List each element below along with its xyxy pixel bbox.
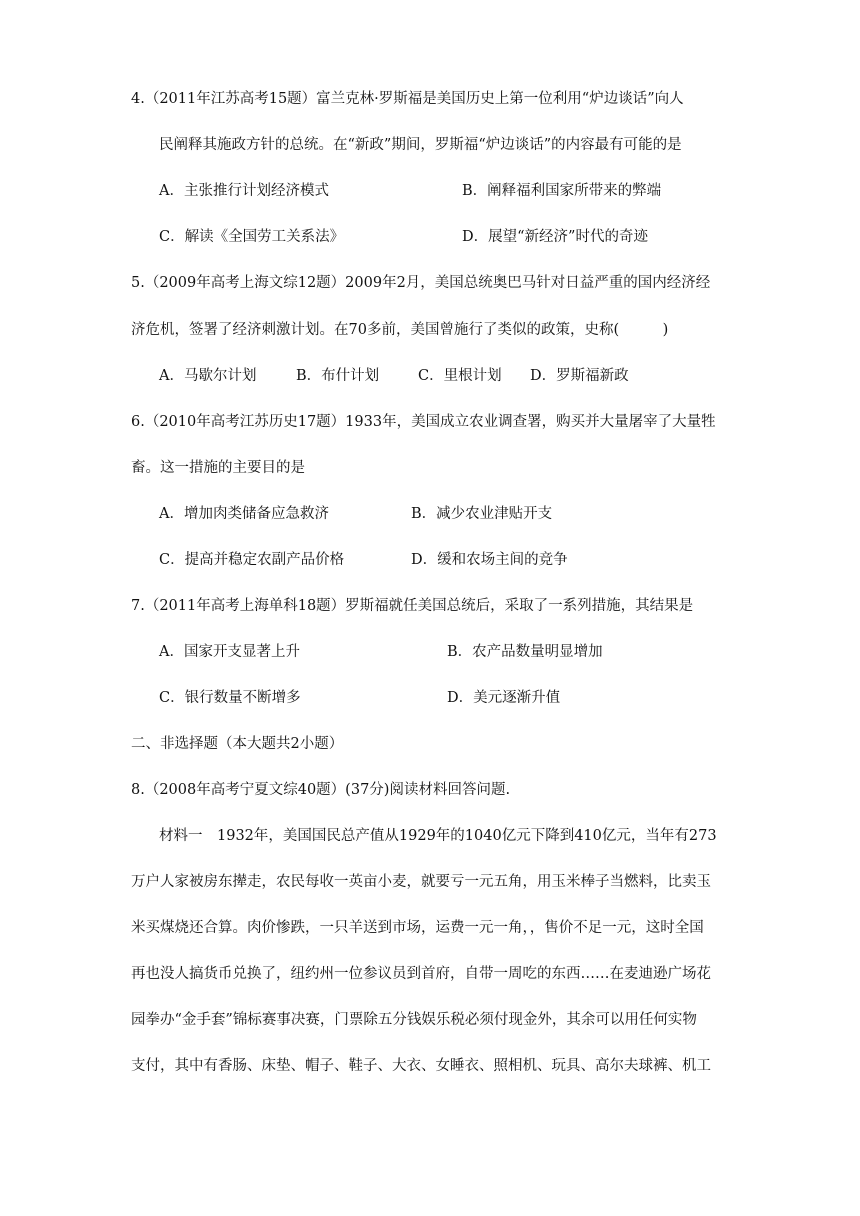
q5-option-d: D．罗斯福新政 — [530, 368, 629, 384]
q6-stem-line-2: 畜。这一措施的主要目的是 — [131, 460, 305, 476]
q8-material-line-5: 园拳办“金手套”锦标赛事决赛，门票除五分钱娱乐税必须付现金外，其余可以用任何实物 — [131, 1012, 697, 1028]
q4-option-c: C．解读《全国劳工关系法》 — [159, 229, 345, 245]
q4-option-a: A．主张推行计划经济模式 — [159, 183, 329, 199]
q6-option-c: C．提高并稳定农副产品价格 — [159, 552, 345, 568]
q6-option-d: D．缓和农场主间的竞争 — [411, 552, 568, 568]
section-heading: 二、非选择题（本大题共2小题） — [131, 736, 344, 752]
q7-option-d: D．美元逐渐升值 — [447, 690, 561, 706]
q4-option-b: B．阐释福利国家所带来的弊端 — [462, 183, 662, 199]
q8-material-line-6: 支付，其中有香肠、床垫、帽子、鞋子、大衣、女睡衣、照相机、玩具、高尔夫球裤、机工 — [131, 1058, 711, 1074]
q7-option-c: C．银行数量不断增多 — [159, 690, 301, 706]
q8-stem-line-1: 8.（2008年高考宁夏文综40题）(37分)阅读材料回答问题. — [131, 782, 511, 798]
q6-option-a: A．增加肉类储备应急救济 — [159, 506, 329, 522]
q8-material-line-2: 万户人家被房东撵走，农民每收一英亩小麦，就要亏一元五角，用玉米棒子当燃料，比卖玉 — [131, 874, 711, 890]
q4-option-d: D．展望“新经济”时代的奇迹 — [462, 229, 648, 245]
q5-stem-line-1: 5.（2009年高考上海文综12题）2009年2月，美国总统奥巴马针对日益严重的国内经济经 — [131, 275, 711, 291]
q8-material-line-1: 材料一 1932年，美国国民总产值从1929年的1040亿元下降到410亿元，当年有273 — [159, 828, 717, 844]
q6-stem-line-1: 6.（2010年高考江苏历史17题）1933年，美国成立农业调查署，购买并大量屠宰了大量牲 — [131, 414, 716, 430]
q8-material-line-3: 米买煤烧还合算。肉价惨跌，一只羊送到市场，运费一元一角，，售价不足一元，这时全国 — [131, 920, 704, 936]
q7-option-b: B．农产品数量明显增加 — [447, 644, 603, 660]
q8-material-line-4: 再也没人搞货币兑换了，纽约州一位参议员到首府，自带一周吃的东西……在麦迪逊广场花 — [131, 966, 711, 982]
q5-option-c: C．里根计划 — [418, 368, 502, 384]
q6-option-b: B．减少农业津贴开支 — [411, 506, 553, 522]
q4-stem-line-1: 4.（2011年江苏高考15题）富兰克林·罗斯福是美国历史上第一位利用“炉边谈话”向人 — [131, 91, 684, 107]
q7-option-a: A．国家开支显著上升 — [159, 644, 300, 660]
q7-stem-line-1: 7.（2011年高考上海单科18题）罗斯福就任美国总统后，采取了一系列措施，其结果是 — [131, 598, 694, 614]
q4-stem-line-2: 民阐释其施政方针的总统。在“新政”期间，罗斯福“炉边谈话”的内容最有可能的是 — [159, 137, 682, 153]
q5-stem-line-2: 济危机，签署了经济刺激计划。在70多前，美国曾施行了类似的政策，史称( ) — [131, 322, 669, 338]
q5-option-b: B．布什计划 — [296, 368, 380, 384]
q5-option-a: A．马歇尔计划 — [159, 368, 257, 384]
